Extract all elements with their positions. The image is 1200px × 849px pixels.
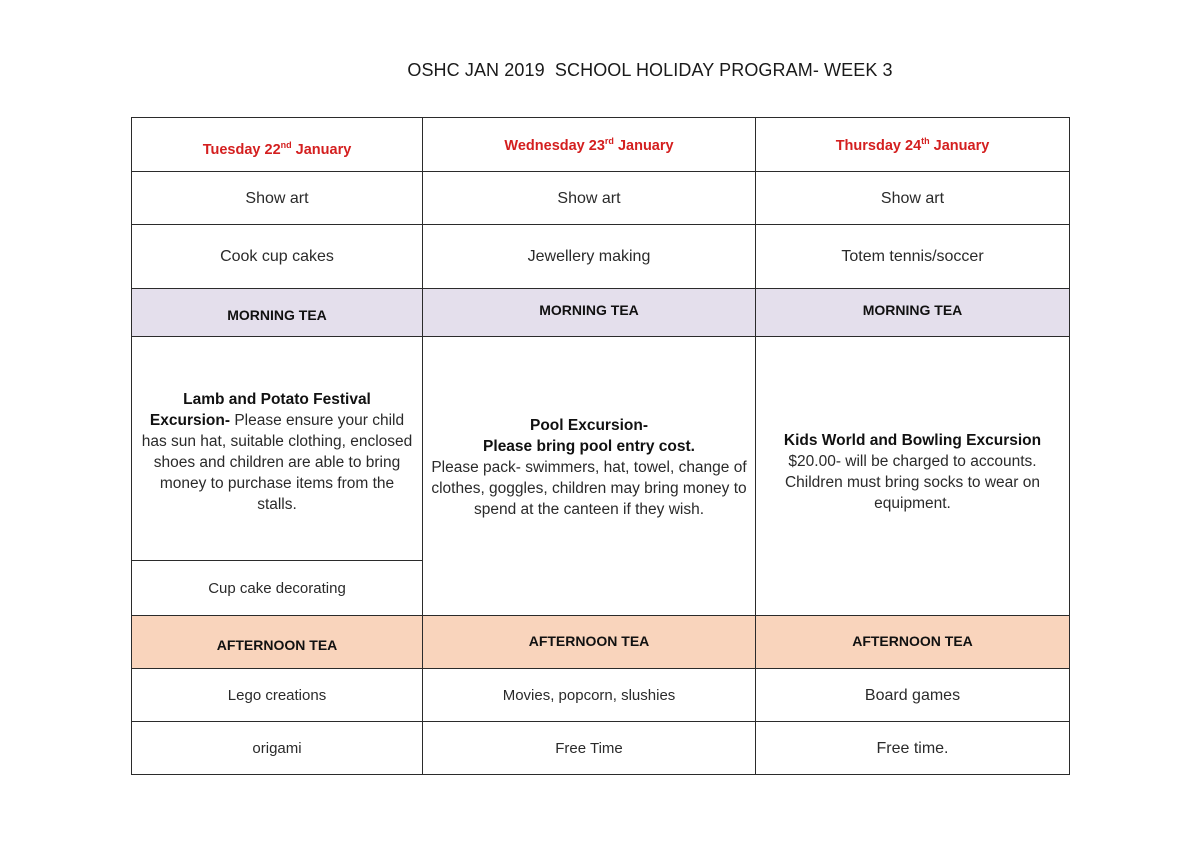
activity-row-1 xyxy=(132,172,1070,225)
activity-cell: Movies, popcorn, slushies xyxy=(423,669,756,722)
excursion-details: Children must bring socks to wear on equipment. xyxy=(784,474,1040,512)
activity-cell: Board games xyxy=(756,669,1070,722)
activity-cell: Totem tennis/soccer xyxy=(756,225,1070,289)
activity-cell: Show art xyxy=(756,172,1070,225)
excursion-details: $20.00- will be charged to accounts. xyxy=(788,453,1037,470)
morning-tea-cell: MORNING TEA xyxy=(756,289,1070,337)
activity-cell: Free Time xyxy=(423,722,756,775)
day-header-tuesday: Tuesday 22nd January xyxy=(132,118,423,172)
afternoon-tea-row xyxy=(132,616,1070,669)
afternoon-tea-cell: AFTERNOON TEA xyxy=(756,616,1070,669)
day-header-wednesday: Wednesday 23rd January xyxy=(423,118,756,172)
title-part-2: SCHOOL HOLIDAY PROGRAM- WEEK 3 xyxy=(554,60,893,80)
activity-row-2 xyxy=(132,225,1070,289)
afternoon-tea-cell: AFTERNOON TEA xyxy=(423,616,756,669)
excursion-details: Please ensure your child has sun hat, suitable clothing, enclosed shoes and children are able to bring money to purchase items from the stalls. xyxy=(141,411,413,513)
excursion-tuesday xyxy=(132,337,423,561)
activity-cell: Cook cup cakes xyxy=(132,225,423,289)
activity-cell: Lego creations xyxy=(132,669,423,722)
activity-cell: origami xyxy=(132,722,423,775)
excursion-heading: Lamb and Potato Festival xyxy=(183,390,371,408)
morning-tea-cell: MORNING TEA xyxy=(132,289,423,337)
excursion-heading: Kids World and Bowling Excursion xyxy=(783,432,1042,449)
activity-cell: Show art xyxy=(423,172,756,225)
excursion-wednesday xyxy=(423,337,756,616)
activity-row-3 xyxy=(132,669,1070,722)
activity-cell: Show art xyxy=(132,172,423,225)
activity-cell: Free time. xyxy=(756,722,1070,775)
afternoon-tea-cell: AFTERNOON TEA xyxy=(132,616,423,669)
activity-row-4 xyxy=(132,722,1070,775)
title-part-1: OSHC JAN 2019 xyxy=(407,60,545,80)
page-title xyxy=(0,60,1200,81)
day-header-thursday: Thursday 24th January xyxy=(756,118,1070,172)
activity-cell: Jewellery making xyxy=(423,225,756,289)
excursion-heading: Pool Excursion- xyxy=(530,416,648,434)
morning-tea-cell: MORNING TEA xyxy=(423,289,756,337)
excursion-row xyxy=(132,337,1070,561)
activity-cell: Cup cake decorating xyxy=(132,561,423,616)
excursion-heading: Please bring pool entry cost. xyxy=(483,437,695,455)
program-table xyxy=(131,117,1070,775)
morning-tea-row xyxy=(132,289,1070,337)
excursion-thursday xyxy=(756,337,1070,616)
excursion-details: Please pack- swimmers, hat, towel, change of clothes, goggles, children may bring money to spend at the canteen if they wish. xyxy=(431,458,747,518)
excursion-heading: Excursion- xyxy=(149,411,231,429)
day-header-row xyxy=(132,118,1070,172)
